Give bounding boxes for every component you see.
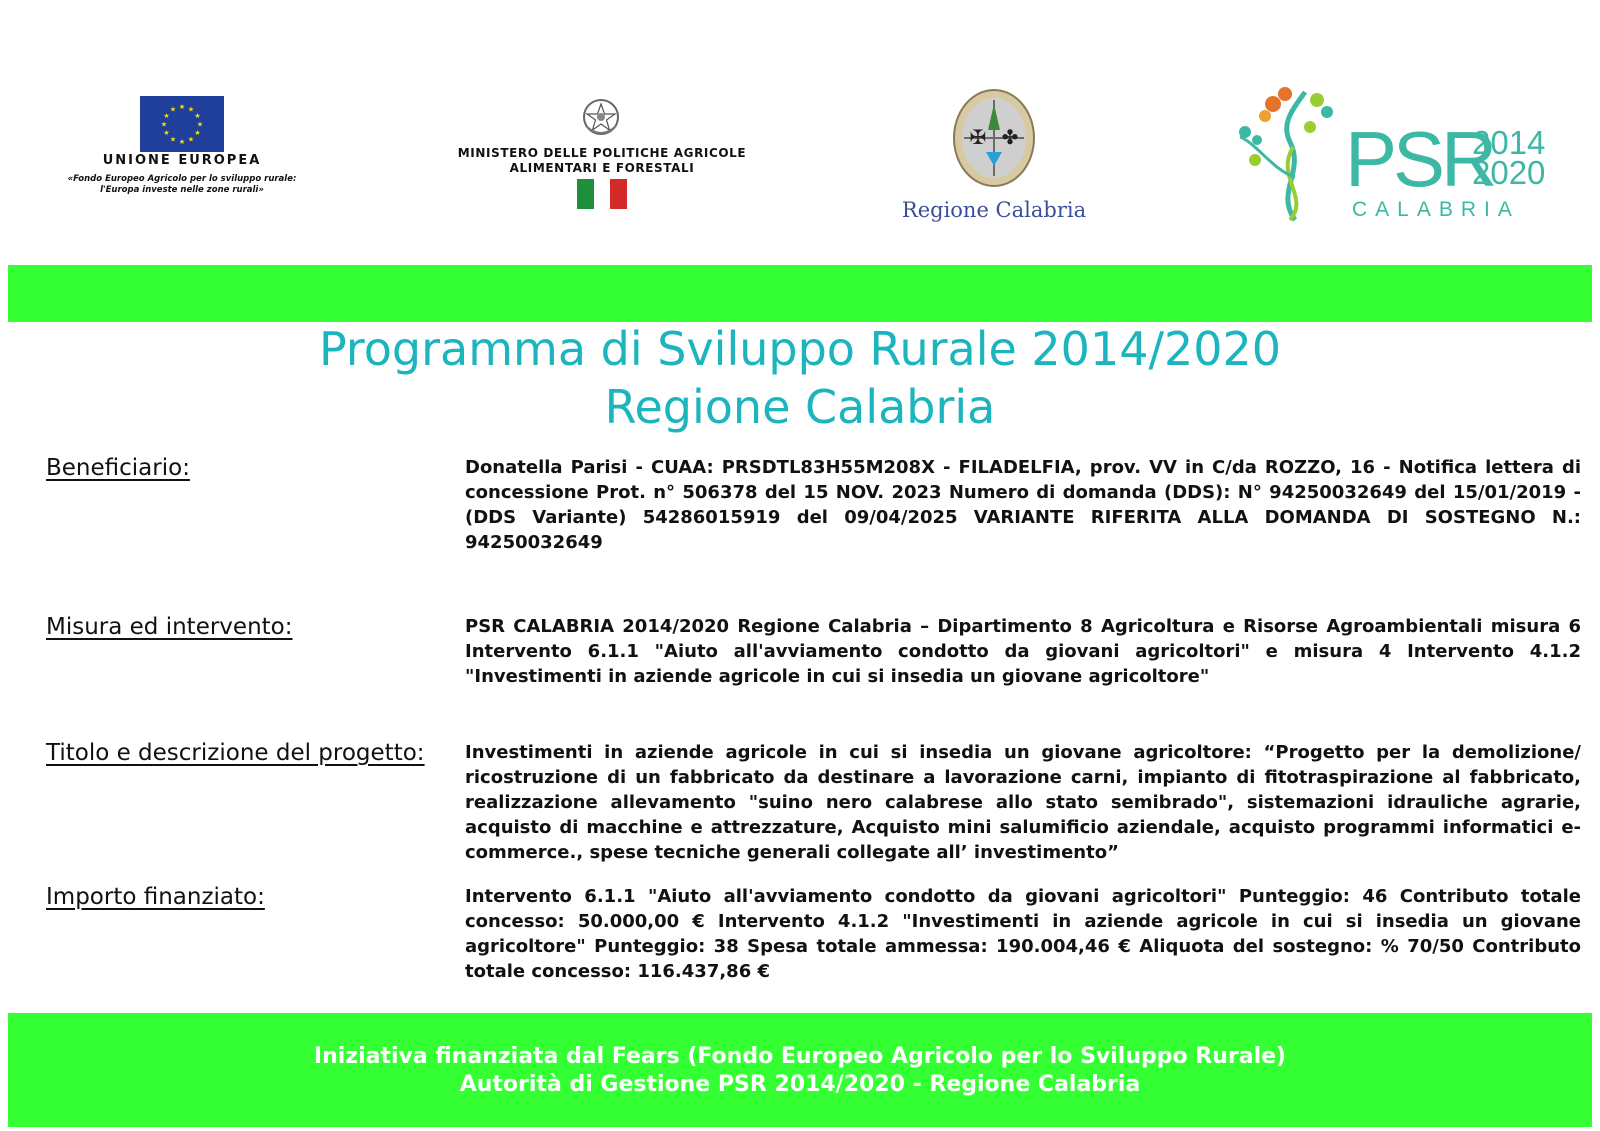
- ministry-title: [430, 146, 774, 176]
- footer-line2: Autorità di Gestione PSR 2014/2020 - Regione Calabria: [459, 1072, 1141, 1097]
- svg-text:★: ★: [194, 112, 201, 120]
- regione-calabria-logo-text: Regione Calabria: [901, 198, 1087, 222]
- psr-logo-region: CALABRIA: [1352, 198, 1520, 221]
- beneficiario-label: Beneficiario:: [46, 455, 190, 481]
- svg-text:★: ★: [196, 120, 204, 129]
- psr-year-end: 2020: [1472, 154, 1546, 191]
- header-green-bar: [8, 265, 1592, 322]
- svg-text:★: ★: [163, 129, 170, 137]
- misura-intervento-label: Misura ed intervento:: [46, 614, 293, 640]
- svg-text:★: ★: [187, 105, 195, 114]
- footer-text: [8, 1043, 1592, 1099]
- svg-text:★: ★: [169, 135, 177, 144]
- psr-tree-logo-icon: [1235, 82, 1345, 222]
- svg-text:★: ★: [169, 105, 177, 114]
- italian-flag-icon: [577, 179, 627, 209]
- titolo-progetto-label: Titolo e descrizione del progetto:: [46, 740, 425, 766]
- eu-title: UNIONE EUROPEA: [102, 153, 262, 168]
- titolo-progetto-value: Investimenti in aziende agricole in cui si insedia un giovane agricoltore: “Progetto per la demolizione/ ricostruzione di un fabbricato da destinare a lavorazione carni, impianto di fitotraspirazione al fabbricato, realizzazione allevamento "suino nero calabrese allo stato semibrado", sistemazioni idrauliche agrarie, acquisto di macchine e attrezzature, Acquisto mini salumificio aziendale, acquisto programmi informatici e-commerce., spese tecniche generali collegate all’ investimento”: [465, 742, 1581, 863]
- svg-text:★: ★: [178, 138, 186, 146]
- psr-logo-years: [1472, 124, 1546, 191]
- svg-text:★: ★: [160, 120, 168, 129]
- svg-text:★: ★: [187, 135, 195, 144]
- psr-year-start: 2014: [1472, 124, 1546, 161]
- psr-logo-letters: PSR: [1345, 115, 1494, 203]
- eu-subtitle: «Fondo Europeo Agricolo per lo sviluppo rurale: l'Europa investe nelle zone rurali»: [67, 174, 297, 195]
- misura-intervento-value: PSR CALABRIA 2014/2020 Regione Calabria – Dipartimento 8 Agricoltura e Risorse Agroambientali misura 6 Intervento 6.1.1 "Aiuto all'avviamento condotto da giovani agricoltori" e misura 4 Intervento 4.1.2 "Investimenti in aziende agricole in cui si insedia un giovane agricoltore": [465, 616, 1581, 687]
- footer-line1: Iniziativa finanziata dal Fears (Fondo Europeo Agricolo per lo Sviluppo Rurale): [313, 1044, 1287, 1069]
- calabria-coat-of-arms-icon: [950, 86, 1038, 190]
- ministry-title-line2: ALIMENTARI E FORESTALI: [509, 161, 695, 175]
- svg-text:★: ★: [194, 129, 201, 137]
- svg-text:★: ★: [163, 112, 170, 120]
- page-title: [0, 320, 1600, 436]
- ministry-title-line1: MINISTERO DELLE POLITICHE AGRICOLE: [457, 146, 747, 160]
- svg-text:✠: ✠: [969, 125, 987, 149]
- page-title-line1: Programma di Sviluppo Rurale 2014/2020: [318, 322, 1282, 376]
- page-title-line2: Regione Calabria: [604, 380, 996, 434]
- svg-text:✤: ✤: [1001, 125, 1019, 149]
- beneficiario-value: Donatella Parisi - CUAA: PRSDTL83H55M208X - FILADELFIA, prov. VV in C/da ROZZO, 16 - Notifica lettera di concessione Prot. n° 506378 del 15 NOV. 2023 Numero di domanda (DDS): N° 94250032649 del 15/01/2019 - (DDS Variante) 54286015919 del 09/04/2025 VARIANTE RIFERITA ALLA DOMANDA DI SOSTEGNO N.: 94250032649: [465, 457, 1581, 553]
- svg-text:★: ★: [178, 103, 186, 111]
- italian-republic-emblem-icon: [578, 96, 624, 140]
- importo-finanziato-value: Intervento 6.1.1 "Aiuto all'avviamento condotto da giovani agricoltori" Punteggio: 46 Contributo totale concesso: 50.000,00 € Intervento 4.1.2 "Investimenti in aziende agricole in cui si insedia un giovane agricoltore" Punteggio: 38 Spesa totale ammessa: 190.004,46 € Aliquota del sostegno: % 70/50 Contributo totale concesso: 116.437,86 €: [465, 886, 1581, 982]
- eu-flag-icon: [140, 96, 224, 152]
- importo-finanziato-label: Importo finanziato:: [46, 884, 265, 910]
